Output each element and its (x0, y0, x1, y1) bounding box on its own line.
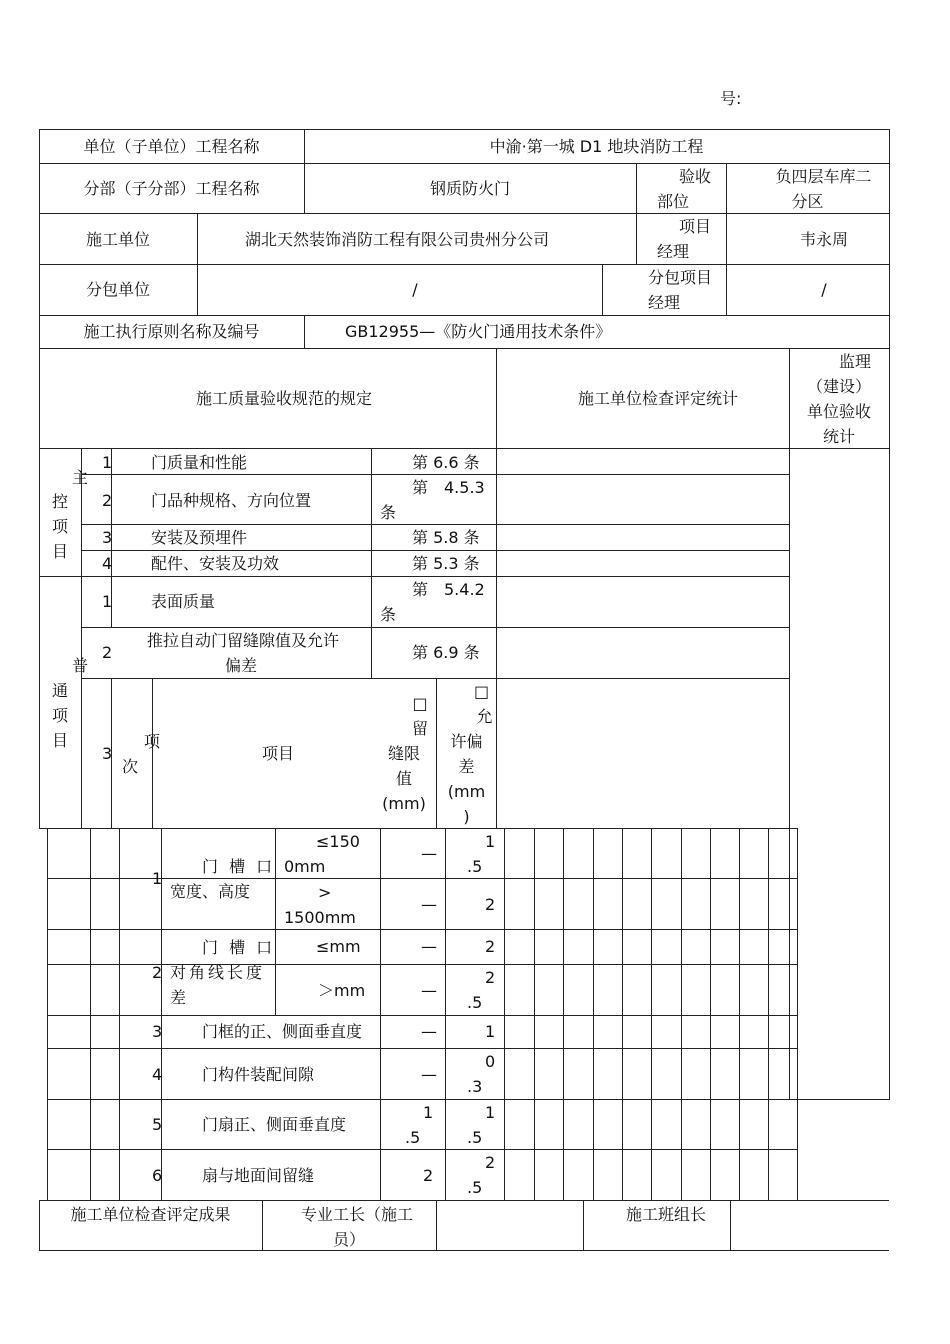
construction-unit-value: 湖北天然装饰消防工程有限公司贵州分公司 (244, 230, 549, 249)
supervise-header: 监理 （建设） 单位验收 统计 (806, 352, 871, 446)
main-item-clause: 第 5.8 条 (412, 528, 480, 547)
project-manager-value: 韦永周 (799, 230, 848, 249)
sub-row-no: 3 (152, 1022, 163, 1041)
sub-row-condition: ＞mm (318, 981, 366, 1000)
inspection-part-value: 负四层车库二 分区 (775, 167, 872, 211)
sub-row-tolerance: 1 (485, 1022, 496, 1041)
sub-row-tolerance: 2 (485, 895, 496, 914)
sub-row-no: 6 (152, 1166, 163, 1185)
spec-header: 施工质量验收规范的规定 (195, 389, 372, 408)
subcontract-manager-value: / (821, 280, 827, 299)
main-item-name: 门质量和性能 (151, 453, 248, 472)
sub-row-gap: — (421, 937, 437, 956)
sub-row-tolerance: 1 .5 (467, 1103, 496, 1147)
sub-project-label: 分部（子分部）工程名称 (83, 179, 260, 198)
sub-row-condition: ≤mm (316, 937, 361, 956)
main-item-no: 3 (102, 528, 113, 547)
gap-limit-header: □ 留 缝限 值 (mm) (382, 694, 428, 813)
sub-row-no: 5 (152, 1115, 163, 1134)
team-leader-label: 施工班组长 (625, 1205, 706, 1224)
inspection-part-label: 验收 部位 (656, 167, 711, 211)
sub-row-gap: 1 .5 (405, 1103, 434, 1147)
sub-row-name: 门 槽 口 宽度、高度 (170, 857, 276, 901)
general-item-name: 表面质量 (151, 592, 216, 611)
main-item-no: 2 (102, 491, 113, 510)
subcontract-unit-value: / (412, 280, 418, 299)
sub-row-gap: — (421, 1022, 437, 1041)
sub-row-condition: > 1500mm (284, 883, 356, 927)
record-number-label: 号: (720, 89, 742, 108)
sub-row-no: 4 (152, 1065, 163, 1084)
sub-row-tolerance: 2 (485, 937, 496, 956)
tolerance-header: □ 允 许偏 差 (mm ) (447, 682, 493, 826)
main-item-clause: 第 4.5.3 条 (380, 478, 485, 522)
sub-row-no: 1 (152, 869, 163, 888)
main-item-clause: 第 6.6 条 (412, 453, 480, 472)
subcontract-manager-label: 分包项目 经理 (648, 268, 713, 312)
check-header: 施工单位检查评定统计 (577, 389, 738, 408)
standard-value: GB12955—《防火门通用技术条件》 (345, 322, 612, 341)
general-item-no: 1 (102, 592, 113, 611)
sub-row-gap: — (421, 1065, 437, 1084)
unit-project-label: 单位（子单位）工程名称 (83, 137, 260, 156)
sub-row-tolerance: 2 .5 (467, 1153, 496, 1197)
main-item-name: 门品种规格、方向位置 (151, 491, 312, 510)
sub-row-tolerance: 2 .5 (467, 968, 496, 1012)
foreman-label: 专业工长（施工 员） (300, 1205, 413, 1249)
sub-row-tolerance: 0 .3 (467, 1052, 496, 1096)
general-item-clause: 第 5.4.2 条 (380, 580, 485, 624)
sub-row-gap: 2 (423, 1166, 434, 1185)
main-item-name: 配件、安装及功效 (151, 554, 280, 573)
subcontract-unit-label: 分包单位 (85, 280, 150, 299)
sub-row-name: 门框的正、侧面垂直度 (202, 1022, 363, 1041)
sub-row-condition: ≤150 0mm (284, 832, 360, 876)
main-item-name: 安装及预埋件 (151, 528, 248, 547)
sub-row-name: 门构件装配间隙 (202, 1065, 315, 1084)
sub-row-gap: — (421, 895, 437, 914)
sub-row-gap: — (421, 981, 437, 1000)
sub-row-gap: — (421, 844, 437, 863)
standard-label: 施工执行原则名称及编号 (83, 322, 260, 341)
construction-unit-label: 施工单位 (85, 230, 150, 249)
sub-row-name: 扇与地面间留缝 (202, 1166, 315, 1185)
project-manager-label: 项目 经理 (656, 217, 711, 261)
sequence-header: 项 次 (122, 732, 161, 776)
sub-row-no: 2 (152, 963, 163, 982)
general-item-no: 2 (102, 643, 113, 662)
unit-project-value: 中渝·第一城 D1 地块消防工程 (489, 137, 704, 156)
sub-row-tolerance: 1 .5 (467, 832, 496, 876)
sub-row-name: 门 槽 口 对角线长度 差 (170, 938, 276, 1007)
item-header: 项目 (261, 744, 294, 763)
main-item-clause: 第 5.3 条 (412, 554, 480, 573)
main-item-no: 1 (102, 453, 113, 472)
general-item-name: 推拉自动门留缝隙值及允许 偏差 (146, 631, 339, 675)
sub-project-value: 钢质防火门 (429, 179, 510, 198)
sub-row-name: 门扇正、侧面垂直度 (202, 1115, 347, 1134)
general-item-no: 3 (102, 744, 113, 763)
general-item-clause: 第 6.9 条 (412, 643, 480, 662)
main-item-no: 4 (102, 554, 113, 573)
result-label: 施工单位检查评定成果 (70, 1205, 231, 1224)
